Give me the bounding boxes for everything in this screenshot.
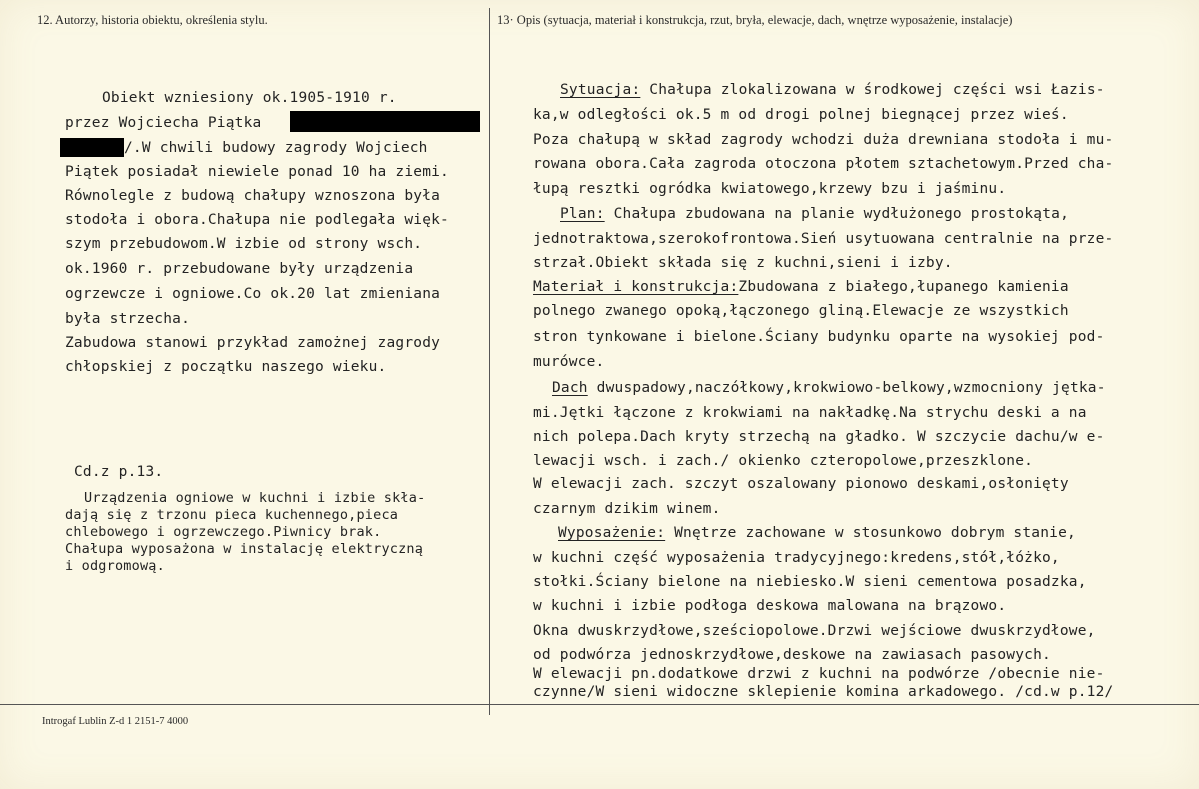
- redaction-bar: [60, 138, 124, 157]
- right-line: W elewacji zach. szczyt oszalowany pionowo deskami,osłonięty: [533, 476, 1069, 492]
- right-line: mi.Jętki łączone z krokwiami na nakładkę.Na strychu deski a na: [533, 405, 1087, 421]
- left-line: była strzecha.: [65, 311, 191, 327]
- right-line: rowana obora.Cała zagroda otoczona płotem sztachetowym.Przed cha-: [533, 156, 1114, 172]
- right-line: jednotraktowa,szerokofrontowa.Sień usytuowana centralnie na prze-: [533, 231, 1114, 247]
- footer-divider: [0, 704, 1199, 705]
- left-line: przez Wojciecha Piątka: [65, 115, 262, 131]
- section-13-header: 13· Opis (sytuacja, materiał i konstrukcja, rzut, bryła, elewacje, dach, wnętrze wyposażenie, instalacje): [497, 13, 1013, 27]
- left-line: /.W chwili budowy zagrody Wojciech: [124, 140, 428, 156]
- dach-label: Dach: [552, 380, 588, 396]
- left-line: i odgromową.: [65, 558, 165, 574]
- left-line: Zabudowa stanowi przykład zamożnej zagrody: [65, 335, 441, 351]
- left-line: ogrzewcze i ogniowe.Co ok.20 lat zmieniana: [65, 286, 441, 302]
- right-line: Okna dwuskrzydłowe,sześciopolowe.Drzwi wejściowe dwuskrzydłowe,: [533, 623, 1096, 639]
- left-line: Równolegle z budową chałupy wznoszona była: [65, 188, 441, 204]
- right-line: W elewacji pn.dodatkowe drzwi z kuchni na podwórze /obecnie nie-: [533, 666, 1105, 682]
- right-line: polnego zwanego opoką,łączonego gliną.Elewacje ze wszystkich: [533, 303, 1069, 319]
- right-line: strzał.Obiekt składa się z kuchni,sieni i izby.: [533, 255, 953, 271]
- left-line: Urządzenia ogniowe w kuchni i izbie skła-: [84, 490, 426, 506]
- column-divider: [489, 8, 490, 715]
- redaction-bar: [290, 111, 480, 132]
- left-line: chłopskiej z początku naszego wieku.: [65, 359, 387, 375]
- material-text: Zbudowana z białego,łupanego kamienia: [738, 279, 1069, 295]
- right-line: stołki.Ściany bielone na niebiesko.W sieni cementowa posadzka,: [533, 574, 1087, 590]
- right-line: czarnym dzikim winem.: [533, 501, 721, 517]
- left-line: dają się z trzonu pieca kuchennego,pieca: [65, 507, 399, 523]
- right-line: łupą resztki ogródka kwiatowego,krzewy bzu i jaśminu.: [533, 181, 1007, 197]
- right-line: [560, 82, 1105, 98]
- right-line: w kuchni i izbie podłoga deskowa malowana na brązowo.: [533, 598, 1007, 614]
- right-line: czynne/W sieni widoczne sklepienie komina arkadowego. /cd.w p.12/: [533, 684, 1114, 700]
- left-line: Chałupa wyposażona w instalację elektryczną: [65, 541, 424, 557]
- left-line: szym przebudowom.W izbie od strony wsch.: [65, 236, 423, 252]
- right-line: nich polepa.Dach kryty strzechą na gładko. W szczycie dachu/w e-: [533, 429, 1105, 445]
- right-line: [552, 380, 1106, 396]
- left-line: Piątek posiadał niewiele ponad 10 ha ziemi.: [65, 164, 449, 180]
- continuation-label: Cd.z p.13.: [74, 464, 164, 480]
- right-line: [533, 279, 1069, 295]
- right-line: w kuchni część wyposażenia tradycyjnego:kredens,stół,łóżko,: [533, 550, 1060, 566]
- right-line: ka,w odległości ok.5 m od drogi polnej biegnącej przez wieś.: [533, 107, 1069, 123]
- right-line: [560, 206, 1069, 222]
- dach-text: dwuspadowy,naczółkowy,krokwiowo-belkowy,wzmocniony jętka-: [587, 380, 1106, 396]
- plan-label: Plan:: [560, 206, 605, 222]
- right-line: lewacji wsch. i zach./ okienko czteropolowe,przeszklone.: [533, 453, 1034, 469]
- left-line: chlebowego i ogrzewczego.Piwnicy brak.: [65, 524, 382, 540]
- right-line: stron tynkowane i bielone.Ściany budynku oparte na wysokiej pod-: [533, 329, 1105, 345]
- right-line: murówce.: [533, 354, 605, 370]
- right-line: od podwórza jednoskrzydłowe,deskowe na zawiasach pasowych.: [533, 647, 1051, 663]
- section-12-header: 12. Autorzy, historia obiektu, określenia stylu.: [37, 13, 268, 27]
- plan-text: Chałupa zbudowana na planie wydłużonego prostokąta,: [604, 206, 1070, 222]
- sytuacja-label: Sytuacja:: [560, 82, 641, 98]
- right-line: Poza chałupą w skład zagrody wchodzi duża drewniana stodoła i mu-: [533, 132, 1114, 148]
- sytuacja-text: Chałupa zlokalizowana w środkowej części wsi Łazis-: [640, 82, 1105, 98]
- left-line: ok.1960 r. przebudowane były urządzenia: [65, 261, 414, 277]
- wyposazenie-label: Wyposażenie:: [558, 525, 666, 541]
- material-label: Materiał i konstrukcja:: [533, 279, 739, 295]
- right-line: [558, 525, 1076, 541]
- left-line: stodoła i obora.Chałupa nie podlegała więk-: [65, 212, 449, 228]
- printer-imprint: Introgaf Lublin Z-d 1 2151-7 4000: [42, 716, 189, 727]
- wyposazenie-text: Wnętrze zachowane w stosunkowo dobrym stanie,: [665, 525, 1076, 541]
- left-line: Obiekt wzniesiony ok.1905-1910 r.: [102, 90, 397, 106]
